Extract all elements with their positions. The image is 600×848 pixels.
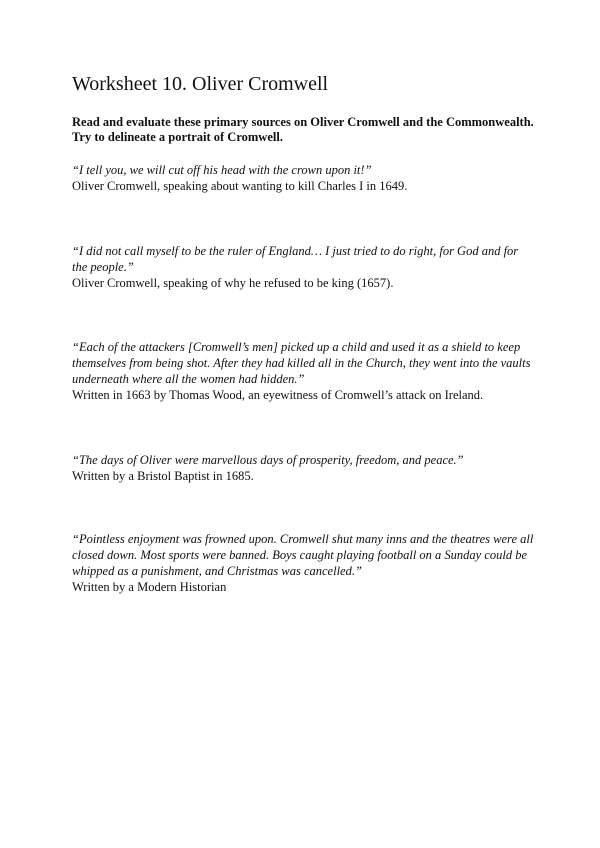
- source-attribution: Written in 1663 by Thomas Wood, an eyewitness of Cromwell’s attack on Ireland.: [72, 388, 484, 402]
- instructions-line-2: Try to delineate a portrait of Cromwell.: [72, 130, 283, 144]
- source-4: [72, 452, 534, 484]
- source-3: [72, 339, 534, 403]
- source-5: [72, 531, 534, 595]
- source-quote: “The days of Oliver were marvellous days of prosperity, freedom, and peace.”: [72, 453, 464, 467]
- page-title: Worksheet 10. Oliver Cromwell: [72, 73, 329, 95]
- instructions: [72, 115, 542, 145]
- source-attribution: Written by a Bristol Baptist in 1685.: [72, 469, 254, 483]
- source-attribution: Written by a Modern Historian: [72, 580, 227, 594]
- source-attribution: Oliver Cromwell, speaking about wanting to kill Charles I in 1649.: [72, 179, 408, 193]
- source-quote: “I did not call myself to be the ruler of England… I just tried to do right, for God and for the people.”: [72, 244, 519, 274]
- source-1: [72, 162, 534, 194]
- source-attribution: Oliver Cromwell, speaking of why he refused to be king (1657).: [72, 276, 394, 290]
- source-2: [72, 243, 534, 291]
- source-quote: “Each of the attackers [Cromwell’s men] picked up a child and used it as a shield to keep themselves from being shot. After they had killed all in the Church, they went into the vaults underneath where all the women had hidden.”: [72, 340, 531, 386]
- source-quote: “Pointless enjoyment was frowned upon. Cromwell shut many inns and the theatres were all closed down. Most sports were banned. Boys caught playing football on a Sunday could be whipped as a punishment, and Christmas was cancelled.”: [72, 532, 534, 578]
- instructions-line-1: Read and evaluate these primary sources on Oliver Cromwell and the Commonwealth.: [72, 115, 534, 129]
- source-quote: “I tell you, we will cut off his head with the crown upon it!”: [72, 163, 372, 177]
